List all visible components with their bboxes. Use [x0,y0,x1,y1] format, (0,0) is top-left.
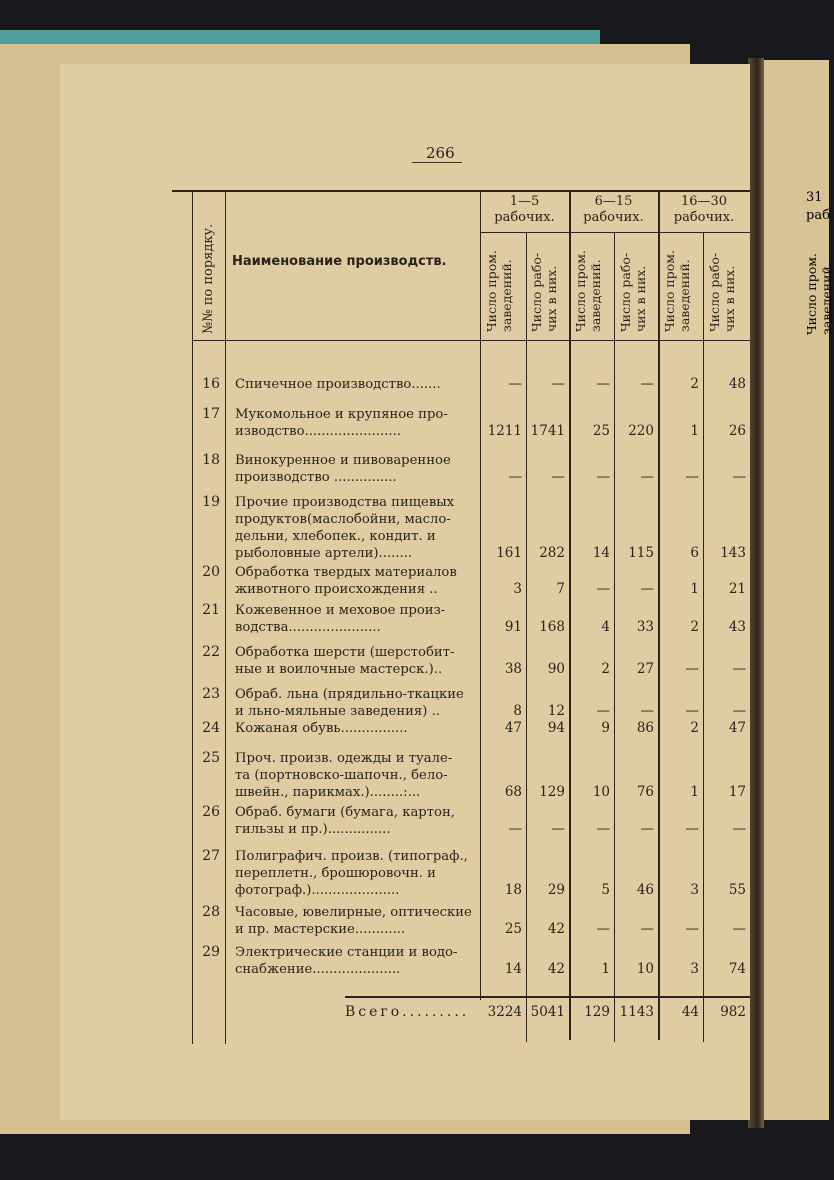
row-number: 18 [202,452,220,468]
row-number: 23 [202,686,220,702]
number-col-header: №№ по порядку. [201,223,216,334]
table-cell: 47 [504,720,522,736]
table-cell: 3 [690,882,699,898]
table-cell: 27 [636,661,654,677]
table-cell: — [640,703,654,719]
row-number: 21 [202,602,220,618]
book-spine [748,58,764,1128]
table-cell: 3 [690,961,699,977]
group-rule-1 [569,190,571,1040]
table-cell: — [685,921,699,937]
table-cell: 14 [504,961,522,977]
row-name: Прочие производства пищевых продуктов(маслобойни, масло- дельни, хлебопек., кондит. и рыболовные артели)........ [235,495,455,561]
row-number: 20 [202,564,220,580]
table-cell: 26 [728,423,746,439]
table-cell: 42 [547,921,565,937]
sub-header-a: Число пром. заведений. [484,250,514,332]
table-cell: 76 [636,784,654,800]
table-cell: 8 [513,703,522,719]
row-name: Часовые, ювелирные, оптические и пр. мастерские............ [235,905,472,937]
table-cell: — [551,376,565,392]
row-name: Спичечное производство....... [235,377,441,392]
row-number: 29 [202,944,220,960]
table-cell: 94 [547,720,565,736]
table-cell: — [640,376,654,392]
table-cell: — [732,821,746,837]
table-cell: 86 [636,720,654,736]
table-cell: 1 [690,423,699,439]
row-number: 22 [202,644,220,660]
header-bottom-rule [192,340,750,341]
row-number: 27 [202,848,220,864]
table-top-rule [172,190,750,192]
sub-header-a: Число пром. заведений. [573,250,603,332]
row-name: Обраб. бумаги (бумага, картон, гильзы и пр.)............... [235,805,455,837]
table-cell: 18 [504,882,522,898]
table-cell: 3 [513,581,522,597]
total-rule [345,996,750,998]
sub-header-b: Число рабо- чих в них. [707,252,737,332]
table-cell: 42 [547,961,565,977]
table-cell: 10 [592,784,610,800]
sub-header-b: Число рабо- чих в них. [618,252,648,332]
table-cell: 2 [601,661,610,677]
table-cell: 33 [636,619,654,635]
group-header-1: 1—5 рабочих. [494,194,555,225]
next-page-group: 31 [806,190,823,205]
group-rule [480,232,750,233]
document-page [60,64,750,1120]
next-page-group-cut: раб [806,208,830,223]
total-cell: 982 [720,1004,746,1020]
table-cell: — [732,703,746,719]
page-number-rule [412,162,462,163]
row-number: 16 [202,376,220,392]
table-cell: 1211 [487,423,522,439]
table-cell: 29 [547,882,565,898]
table-cell: 115 [628,545,654,561]
table-cell: 4 [601,619,610,635]
table-cell: — [596,581,610,597]
group-header-2: 6—15 рабочих. [583,194,644,225]
total-cell: 1143 [619,1004,654,1020]
table-cell: 2 [690,376,699,392]
sub-header-b: Число рабо- чих в них. [529,252,559,332]
table-cell: 21 [728,581,746,597]
table-cell: — [596,703,610,719]
table-cell: — [551,469,565,485]
table-cell: 2 [690,619,699,635]
table-cell: 91 [504,619,522,635]
row-number: 19 [202,494,220,510]
table-cell: 6 [690,545,699,561]
total-cell: 129 [584,1004,610,1020]
row-name: Полиграфич. произв. (типограф., переплетн., брошюровочн. и фотограф.)..................... [235,849,468,898]
table-cell: — [640,581,654,597]
table-cell: — [596,469,610,485]
table-cell: 2 [690,720,699,736]
row-number: 24 [202,720,220,736]
table-cell: — [640,921,654,937]
table-cell: — [508,469,522,485]
table-cell: 1 [690,581,699,597]
table-cell: 48 [728,376,746,392]
table-cell: 9 [601,720,610,736]
table-cell: 161 [496,545,522,561]
table-cell: — [508,376,522,392]
table-cell: 46 [636,882,654,898]
sub-header-a: Число пром. заведений. [662,250,692,332]
row-number: 28 [202,904,220,920]
table-cell: — [551,821,565,837]
table-cell: — [732,469,746,485]
table-cell: 17 [728,784,746,800]
row-name: Проч. произв. одежды и туале- та (портновско-шапочн., бело- швейн., парикмах.)........:... [235,751,453,800]
group-header-3: 16—30 рабочих. [673,194,735,225]
row-number: 17 [202,406,220,422]
row-name: Мукомольное и крупяное про- изводство....................... [235,407,448,439]
table-cell: — [732,661,746,677]
row-name: Обработка шерсти (шерстобит- ные и воилочные мастерск.).. [235,645,455,677]
row-name: Обработка твердых материалов животного происхождения .. [235,565,457,597]
table-cell: — [596,376,610,392]
table-cell: 129 [539,784,565,800]
next-page-sub-header: Число пром. заведений. [804,253,834,335]
row-name: Обраб. льна (прядильно-ткацкие и льно-мяльные заведения) .. [235,687,464,719]
group-rule-2 [658,190,660,1040]
table-cell: 38 [504,661,522,677]
row-number: 25 [202,750,220,766]
table-cell: 168 [539,619,565,635]
col-rule-3 [703,232,704,1042]
table-cell: 68 [504,784,522,800]
table-cell: 25 [592,423,610,439]
table-cell: 1 [690,784,699,800]
table-cell: — [640,821,654,837]
table-cell: 12 [547,703,565,719]
table-cell: 5 [601,882,610,898]
table-cell: — [732,921,746,937]
total-cell: 3224 [487,1004,522,1020]
row-name: Электрические станции и водо- снабжение..................... [235,945,458,977]
table-cell: 10 [636,961,654,977]
table-cell: 43 [728,619,746,635]
table-cell: — [685,703,699,719]
row-name: Кожевенное и меховое произ- водства...................... [235,603,446,635]
table-cell: — [685,469,699,485]
number-col-rule [225,190,226,1044]
table-cell: 55 [728,882,746,898]
table-left-rule [192,190,193,1044]
page-number: 266 [426,144,455,162]
row-name: Винокуренное и пивоваренное производство ............... [235,453,451,485]
table-cell: 1 [601,961,610,977]
table-cell: 25 [504,921,522,937]
table-cell: — [685,661,699,677]
total-cell: 5041 [530,1004,565,1020]
row-name: Кожаная обувь................ [235,721,408,736]
total-label: Всего......... [345,1004,470,1020]
table-cell: 282 [539,545,565,561]
name-col-header: Наименование производств. [232,254,447,269]
table-cell: 143 [720,545,746,561]
table-cell: 220 [628,423,654,439]
row-number: 26 [202,804,220,820]
table-cell: 1741 [530,423,565,439]
table-cell: — [685,821,699,837]
table-cell: — [640,469,654,485]
table-cell: 74 [728,961,746,977]
table-cell: — [596,821,610,837]
table-cell: 90 [547,661,565,677]
total-cell: 44 [681,1004,699,1020]
table-cell: 47 [728,720,746,736]
table-cell: — [508,821,522,837]
table-cell: 7 [556,581,565,597]
table-cell: — [596,921,610,937]
table-cell: 14 [592,545,610,561]
